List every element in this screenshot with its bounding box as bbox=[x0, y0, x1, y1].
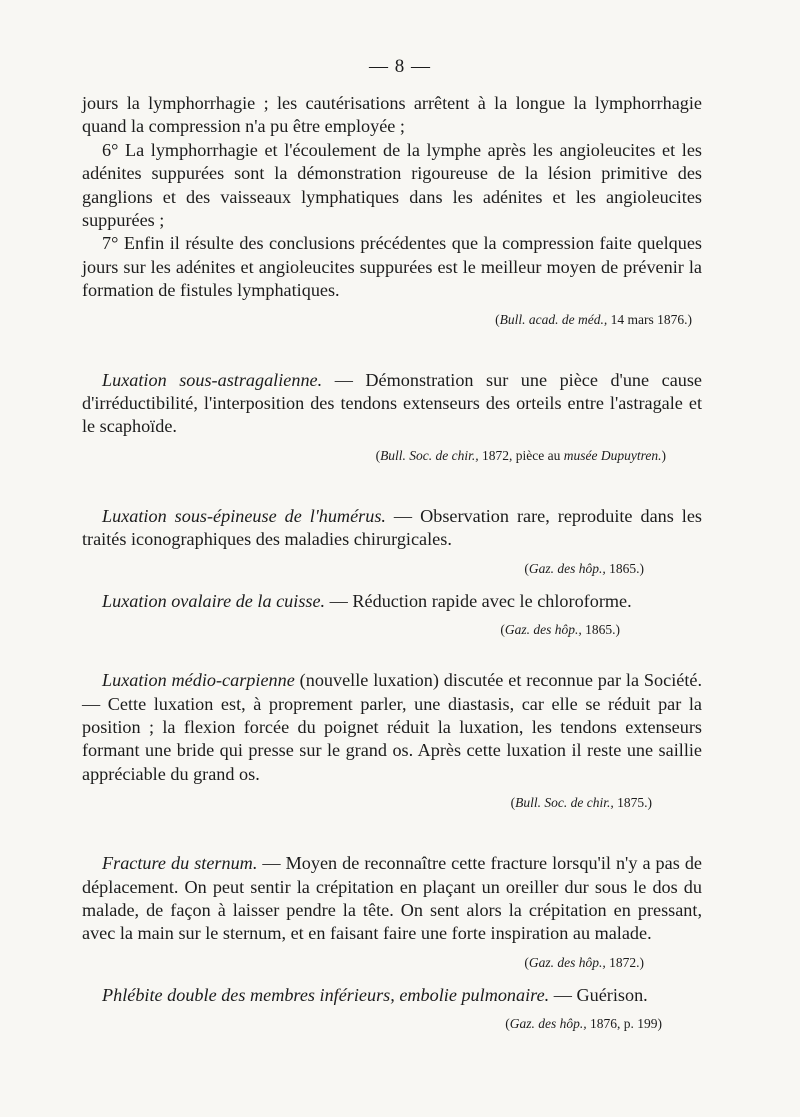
citation-journal: Gaz. des hôp., bbox=[504, 622, 582, 638]
citation-journal: Gaz. des hôp., bbox=[528, 954, 606, 970]
entry-title: Luxation sous-astragalienne. bbox=[102, 369, 323, 390]
citation-journal: Bull. Soc. de chir., bbox=[515, 795, 614, 811]
entry-text: (nouvelle luxation) discutée et reconnue par la Société. — Cette luxation est, à proprement parler, une diastasis, car elle se réduit par la position ; la flexion forcée du poignet réduit la luxation, les tendons extenseurs formant une bride qui presse sur le grand os. Après cette luxation il reste une saillie appréciable du grand os. bbox=[82, 670, 702, 784]
page-number: — 8 — bbox=[369, 56, 431, 77]
entry-text: — Guérison. bbox=[549, 984, 648, 1005]
citation: (Bull. acad. de méd., 14 mars 1876.) bbox=[495, 311, 692, 327]
entry-fracture-sternum bbox=[82, 852, 702, 946]
entry-text: — Observation rare, reproduite dans les traités iconographiques des maladies chirurgicales. bbox=[82, 505, 703, 550]
citation-journal: Bull. acad. de méd., bbox=[499, 311, 608, 327]
entry-luxation-sous-astragalienne bbox=[82, 369, 702, 439]
entry-title: Luxation ovalaire de la cuisse. bbox=[102, 590, 326, 611]
citation: (Gaz. des hôp., 1865.) bbox=[524, 560, 644, 576]
entry-title: Luxation médio-carpienne bbox=[102, 670, 295, 691]
entry-title: Luxation sous-épineuse de l'humérus. bbox=[102, 505, 386, 526]
citation-date: 1872, pièce au bbox=[482, 447, 561, 463]
citation-date: 1865. bbox=[609, 560, 640, 576]
citation-date: 1875. bbox=[617, 795, 648, 811]
entry-title: Phlébite double des membres inférieurs, embolie pulmonaire. bbox=[102, 984, 550, 1005]
citation: (Bull. Soc. de chir., 1875.) bbox=[510, 795, 652, 811]
citation: (Gaz. des hôp., 1876, p. 199) bbox=[505, 1016, 662, 1032]
page-body bbox=[82, 92, 702, 1033]
citation-date: 1872. bbox=[609, 954, 640, 970]
entry-title: Fracture du sternum. bbox=[102, 853, 258, 874]
entry-luxation-ovalaire bbox=[82, 590, 702, 613]
citation: (Gaz. des hôp., 1865.) bbox=[500, 622, 620, 638]
citation: (Bull. Soc. de chir., 1872, pièce au musée Dupuytren.) bbox=[375, 447, 666, 463]
paragraph-point-7: 7° Enfin il résulte des conclusions précédentes que la compression faite quelques jours sur les adénites et angioleucites suppurées est le meilleur moyen de prévenir la formation de fistules lymphatiques. bbox=[82, 233, 702, 301]
entry-text: — Moyen de reconnaître cette fracture lorsqu'il n'y a pas de déplacement. On peut sentir la crépitation en plaçant un oreiller dur sous le dos du malade, de façon à laisser pendre la tête. On sent alors la crépitation en pressant, avec la main sur le sternum, et en faisant faire une forte inspiration au malade. bbox=[82, 853, 702, 944]
citation-date: 1865. bbox=[585, 622, 616, 638]
citation-journal: Bull. Soc. de chir., bbox=[380, 447, 479, 463]
entry-luxation-medio-carpienne bbox=[82, 669, 702, 786]
citation-journal: Gaz. des hôp., bbox=[528, 560, 606, 576]
paragraph-continuation: jours la lymphorrhagie ; les cautérisations arrêtent à la longue la lymphorrhagie quand la compression n'a pu être employée ; bbox=[82, 93, 702, 137]
citation-date: 1876, p. 199 bbox=[590, 1016, 658, 1032]
paragraph-point-6: 6° La lymphorrhagie et l'écoulement de la lymphe après les angioleucites et les adénites suppurées sont la démonstration rigoureuse de la lésion primitive des ganglions et des vaisseaux lymphatiques dans les adénites et les angioleucites suppurées ; bbox=[82, 139, 702, 231]
citation-journal: Gaz. des hôp., bbox=[509, 1016, 587, 1032]
entry-luxation-sous-epineuse bbox=[82, 505, 702, 552]
entry-phlebite-double bbox=[82, 984, 702, 1007]
citation-museum: musée Dupuytren. bbox=[563, 447, 662, 463]
entry-text: — Réduction rapide avec le chloroforme. bbox=[325, 590, 632, 611]
citation-date: 14 mars 1876. bbox=[610, 311, 688, 327]
citation: (Gaz. des hôp., 1872.) bbox=[524, 954, 644, 970]
entry-text: — Démonstration sur une pièce d'une cause d'irréductibilité, l'interposition des tendons extenseurs des orteils entre l'astragale et le scaphoïde. bbox=[82, 369, 703, 437]
